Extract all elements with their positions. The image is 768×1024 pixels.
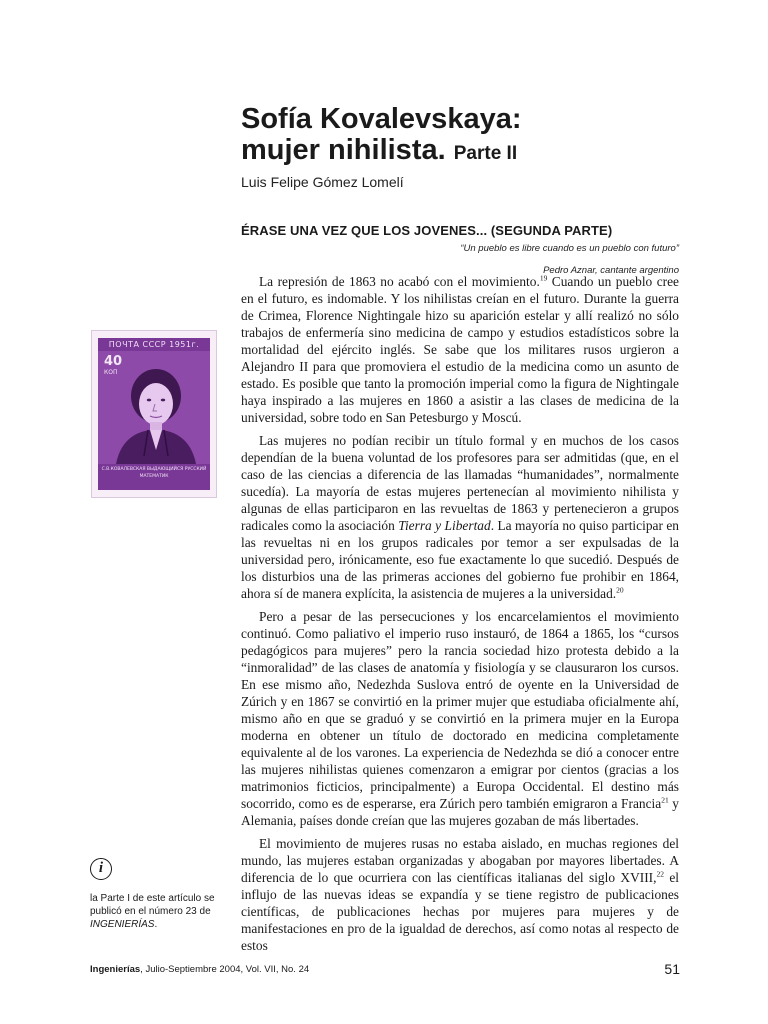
- paragraph-3: [241, 608, 679, 829]
- footnote-ref-22: 22: [656, 869, 664, 879]
- info-icon: i: [90, 858, 112, 880]
- stamp-caption: С.В.КОВАЛЕВСКАЯ ВЫДАЮЩИЙСЯ РУССКИЙ МАТЕМАТИК: [98, 464, 210, 490]
- article-body: [241, 273, 679, 960]
- footnote-ref-19: 19: [539, 273, 548, 283]
- organization-name: Tierra y Libertad: [398, 518, 491, 533]
- article-header: [241, 104, 681, 190]
- paragraph-text: Pero a pesar de las persecuciones y los encarcelamientos el movimiento continuó. Como paliativo el imperio ruso instauró, de 1864 a 1865, los “cursos pedagógicos para mujeres” pero la rancia sociedad hizo protesta debido a la “inmoralidad” de las clases de anatomía y fisiología y se clausuraron los cursos. En ese mismo año, Nedezhda Suslova entró de oyente en la Universidad de Zúrich y en 1867 se convirtió en la primer mujer que estudiaba oficialmente ahí, mismo año en que se graduó y se convirtió en la primera mujer en la Europa moderna en obtener un título de doctorado en medicina completamente equivalente al de los varones. La experiencia de Nedezhda se dió a conocer entre las mujeres nihilistas quienes comenzaron a emigrar por cientos (gracias a los matrimonios ficticios, principalmente) a Europa Occidental. El destino más socorrido, como es de esperarse, era Zúrich pero también emigraron a Francia: [241, 609, 679, 811]
- article-title: [241, 104, 681, 169]
- title-line-1: Sofía Kovalevskaya:: [241, 103, 522, 135]
- paragraph-text: . La mayoría no quiso participar en las revueltas ni en los grupos radicales por temor a ser expulsadas de la universidad pero, irónicamente, eso fue exactamente lo que sucedió. Después de los disturbios una de las primeras acciones del gobierno fue prohibir en 1864, ahora sí de manera explícita, la asistencia de mujeres a la universidad.: [241, 518, 679, 601]
- sidenote-text: .: [154, 919, 158, 930]
- author-name: Luis Felipe Gómez Lomelí: [241, 174, 404, 190]
- paragraph-1: [241, 273, 679, 426]
- footnote-ref-21: 21: [661, 795, 669, 805]
- paragraph-text: y Alemania, países donde creían que las mujeres gozaban de más libertades.: [241, 796, 679, 828]
- paragraph-text: Las mujeres no podían recibir un título formal y en muchos de los casos dependían de la buena voluntad de los profesores para ser admitidas (que, en el caso de las ciencias a diferencia de las llamadas “humanidades”, normalmente sucedía). La mayoría de estas mujeres pertenecían al movimiento nihilista y algunas de ellas participaron en las revueltas de 1863 y pertenecieron a grupos radicales como la asociación: [241, 433, 679, 533]
- paragraph-text: el influjo de las nuevas ideas se expandía y se tiene registro de publicaciones científicas, de publicaciones hechas por mujeres para mujeres y de manifestaciones en pro de la igualdad de derechos, así como notas al respecto de estos: [241, 870, 680, 953]
- stamp-unit: КОП: [104, 369, 118, 376]
- stamp-face: [98, 338, 210, 490]
- title-line-2: mujer nihilista.: [241, 134, 446, 166]
- footnote-ref-20: 20: [616, 585, 624, 595]
- sidenote: [90, 892, 240, 931]
- page-number: 51: [664, 961, 680, 977]
- section-heading: ÉRASE UNA VEZ QUE LOS JOVENES... (SEGUNDA PARTE): [241, 223, 613, 238]
- postage-stamp-image: [92, 331, 216, 497]
- paragraph-text: Cuando un pueblo cree en el futuro, es indomable. Y los nihilistas creían en el futuro. Durante la guerra de Crimea, Florence Nightingale hizo su aparición estelar y allí realizó no sólo trabajos de enfermería sino medicina de campo y estudios estadísticos sobre la mortalidad del ejército inglés. Se sabe que los militares rusos urgieron a Alejandro II para que promoviera el estudio de la medicina como un asunto de estado. Es posible que tanto la promoción imperial como la figura de Nightingale haya inspirado a las mujeres en 1860 a asistir a las clases de medicina de la universidad, sobre todo en San Petesburgo y Moscú.: [241, 274, 679, 425]
- paragraph-4: [241, 835, 679, 954]
- paragraph-text: El movimiento de mujeres rusas no estaba aislado, en muchas regiones del mundo, las mujeres estaban organizadas y abogaban por mayores libertades. A diferencia de lo que ocurriera con las científicas italianas del siglo XVIII,: [241, 836, 679, 885]
- paragraph-text: La represión de 1863 no acabó con el movimiento.: [259, 274, 540, 289]
- journal-name: INGENIERÍAS: [90, 919, 155, 930]
- stamp-header: ПОЧТА СССР 1951г.: [98, 338, 210, 351]
- stamp-value: 40: [104, 354, 123, 369]
- paragraph-2: [241, 432, 679, 602]
- epigraph-attribution: Pedro Aznar, cantante argentino: [543, 265, 679, 276]
- journal-issue: , Julio-Septiembre 2004, Vol. VII, No. 24: [140, 964, 310, 975]
- title-part: Parte II: [453, 143, 518, 164]
- journal-title: Ingenierías: [90, 964, 141, 975]
- journal-citation: [90, 964, 309, 975]
- sidenote-text: la Parte I de este artículo se publicó en el número 23 de: [90, 893, 215, 917]
- page-footer: [90, 961, 680, 981]
- epigraph-quote: “Un pueblo es libre cuando es un pueblo con futuro”: [460, 243, 679, 254]
- epigraph: [241, 243, 679, 277]
